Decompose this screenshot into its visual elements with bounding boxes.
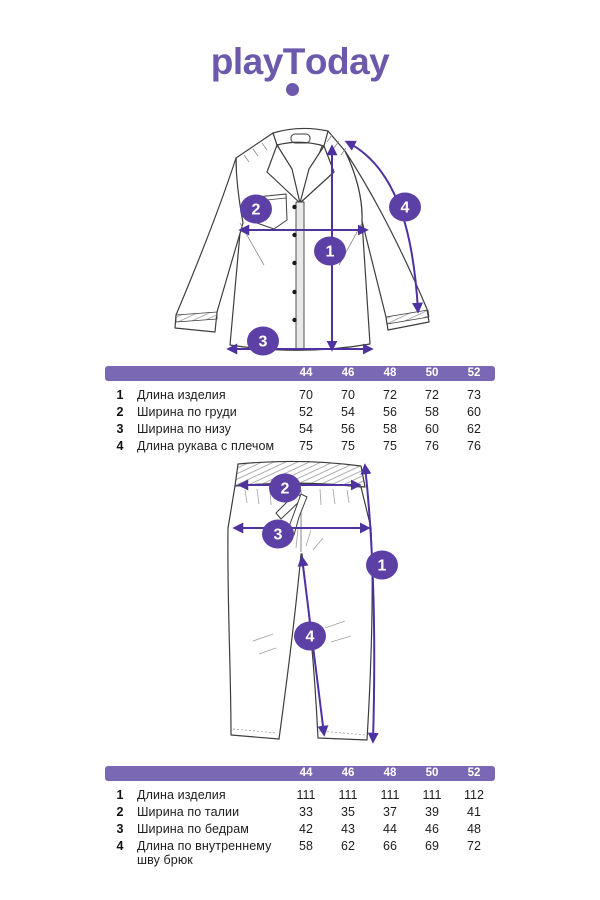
table-row [105, 803, 495, 820]
measurement-value: 60 [467, 404, 481, 419]
size-column-header: 48 [383, 767, 397, 779]
pants-body [228, 480, 372, 740]
marker-1-badge: 1 [325, 243, 335, 261]
row-number: 3 [116, 421, 124, 436]
measurement-value: 37 [383, 804, 397, 819]
row-number: 1 [116, 387, 124, 402]
measurement-value: 54 [299, 421, 313, 436]
row-number: 3 [116, 821, 124, 836]
measurement-value: 111 [296, 787, 316, 802]
marker-2-badge: 2 [280, 480, 290, 498]
measurement-value: 62 [467, 421, 481, 436]
measurement-value: 66 [383, 838, 397, 853]
measurement-value: 58 [425, 404, 439, 419]
size-column-header: 46 [341, 767, 355, 779]
size-column-header: 48 [383, 367, 397, 379]
measurement-value: 69 [425, 838, 439, 853]
measurement-value: 43 [341, 821, 355, 836]
row-number: 1 [116, 787, 124, 802]
measurement-value: 52 [299, 404, 313, 419]
logo-letter-t: T [283, 42, 305, 82]
measurement-value: 72 [467, 838, 481, 853]
size-column-header: 44 [299, 767, 313, 779]
table-row [105, 437, 495, 454]
measurement-value: 111 [380, 787, 400, 802]
measurement-value: 42 [299, 821, 313, 836]
measurement-value: 72 [383, 387, 397, 402]
measurement-label: Ширина по груди [137, 404, 237, 419]
measurement-label: Длина по внутреннему шву брюк [137, 838, 272, 867]
pants-measurement-diagram [175, 458, 425, 758]
pants-illustration [228, 461, 372, 740]
measurement-value: 111 [338, 787, 358, 802]
size-table-header [105, 766, 495, 781]
measurement-value: 56 [341, 421, 355, 436]
measurement-value: 58 [299, 838, 313, 853]
size-column-header: 50 [425, 367, 439, 379]
marker-3-badge: 3 [273, 526, 283, 544]
measurement-value: 76 [467, 438, 481, 453]
measurement-value: 75 [299, 438, 313, 453]
size-column-header: 46 [341, 367, 355, 379]
row-number: 4 [116, 438, 124, 453]
measurement-value: 39 [425, 804, 439, 819]
shirt-placket [296, 202, 304, 350]
shirt-left-sleeve [175, 158, 243, 332]
logo-dot-icon [286, 83, 299, 96]
measurement-label: Длина изделия [137, 387, 226, 402]
shirt-illustration [175, 128, 429, 350]
row-number: 2 [116, 804, 124, 819]
measurement-value: 111 [422, 787, 442, 802]
shirt-measurement-diagram [140, 113, 460, 363]
marker-1-badge: 1 [377, 557, 387, 575]
measurement-value: 54 [341, 404, 355, 419]
measurement-value: 76 [425, 438, 439, 453]
table-row [105, 786, 495, 803]
measurement-value: 73 [467, 387, 481, 402]
measurement-value: 44 [383, 821, 397, 836]
pants-size-table [105, 766, 495, 868]
marker-3-badge: 3 [258, 333, 268, 351]
measurement-label: Ширина по бедрам [137, 821, 249, 836]
measurement-value: 41 [467, 804, 481, 819]
size-table-header [105, 366, 495, 381]
row-number: 2 [116, 404, 124, 419]
measurement-value: 58 [383, 421, 397, 436]
measurement-label: Длина рукава с плечом [137, 438, 275, 453]
measurement-value: 70 [299, 387, 313, 402]
measurement-value: 60 [425, 421, 439, 436]
table-row [105, 403, 495, 420]
size-column-header: 44 [299, 367, 313, 379]
measurement-value: 48 [467, 821, 481, 836]
measurement-value: 75 [341, 438, 355, 453]
table-row [105, 837, 495, 868]
measurement-value: 75 [383, 438, 397, 453]
shirt-size-table [105, 366, 495, 454]
size-column-header: 52 [467, 367, 481, 379]
measurement-value: 46 [425, 821, 439, 836]
measurement-value: 62 [341, 838, 355, 853]
table-row [105, 386, 495, 403]
measurement-label: Ширина по низу [137, 421, 232, 436]
row-number: 4 [116, 838, 124, 853]
table-row [105, 420, 495, 437]
measurement-label: Ширина по талии [137, 804, 240, 819]
logo-text-oday: oday [304, 41, 390, 82]
brand-logo [0, 42, 600, 82]
measurement-value: 56 [383, 404, 397, 419]
measurement-value: 33 [299, 804, 313, 819]
measurement-value: 112 [464, 787, 484, 802]
size-column-header: 52 [467, 767, 481, 779]
measurement-label: Длина изделия [137, 787, 226, 802]
marker-2-badge: 2 [251, 201, 261, 219]
size-column-header: 50 [425, 767, 439, 779]
table-row [105, 820, 495, 837]
measurement-value: 70 [341, 387, 355, 402]
marker-4-badge: 4 [305, 628, 315, 646]
logo-text-play: play [210, 41, 283, 82]
marker-4-badge: 4 [400, 199, 410, 217]
measurement-value: 72 [425, 387, 439, 402]
measurement-value: 35 [341, 804, 355, 819]
